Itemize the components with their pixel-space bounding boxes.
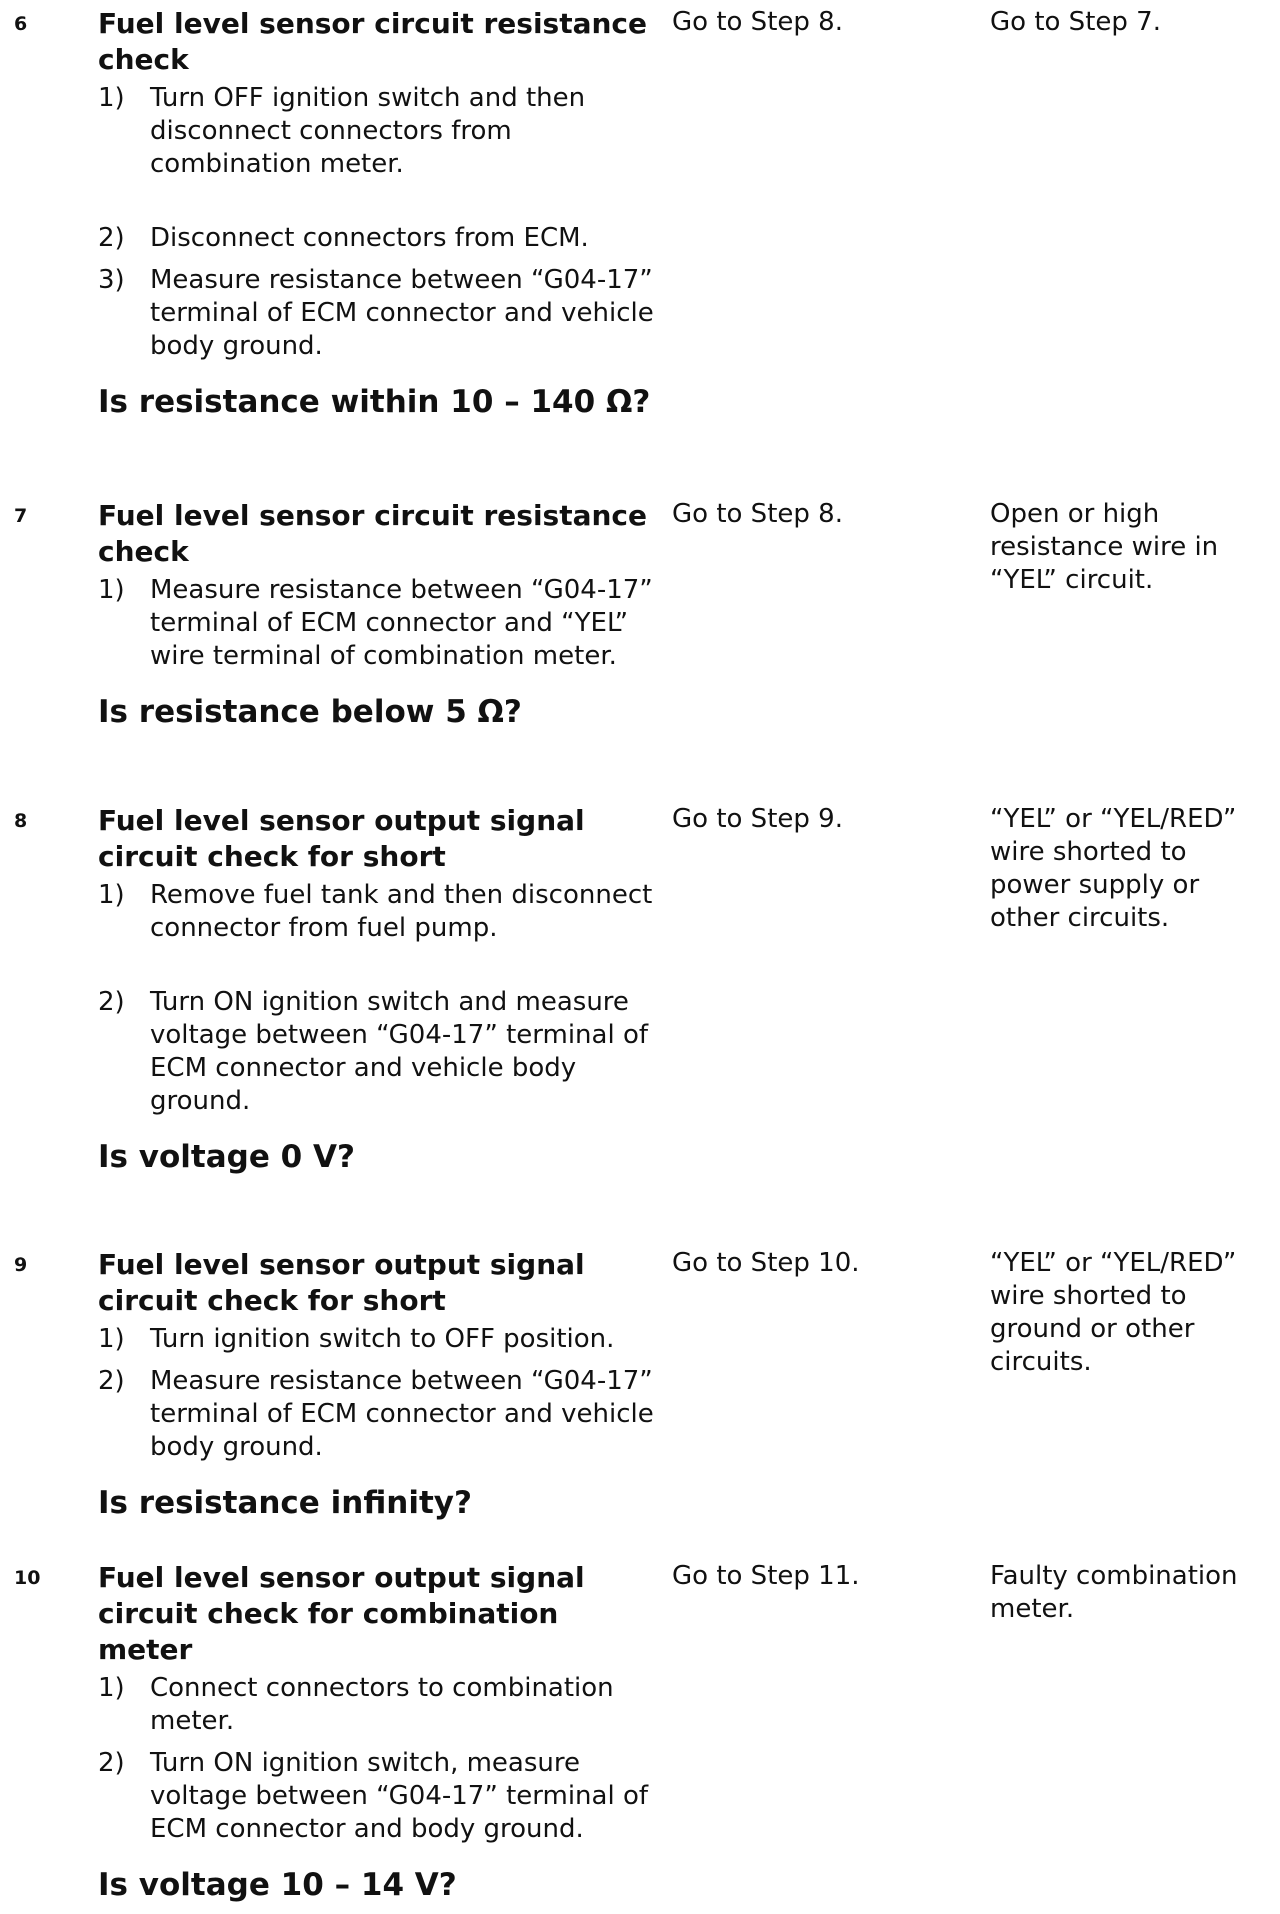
substep-number: 1) [98,880,125,910]
step-number: 7 [14,505,28,527]
substep [98,82,658,181]
substep-text: Turn ON ignition switch, measure voltage between “G04-17” terminal of ECM connector and body ground. [150,1748,649,1844]
substep [98,879,658,945]
substep [98,264,658,363]
substep-text: Measure resistance between “G04-17” terminal of ECM connector and vehicle body ground. [150,265,654,361]
substep-text: Remove fuel tank and then disconnect connector from fuel pump. [150,880,653,943]
step-no-result: Faulty combination meter. [990,1561,1238,1624]
substep-text: Turn OFF ignition switch and then disconnect connectors from combination meter. [150,83,586,179]
step-title: Fuel level sensor output signal circuit check for short [98,804,585,873]
step-yes-result: Go to Step 9. [672,804,843,834]
step-action [98,1247,658,1522]
step-action [98,498,658,731]
step-question: Is resistance below 5 Ω? [98,694,522,730]
step-number: 9 [14,1254,28,1276]
substep-number: 2) [98,223,125,253]
step-yes-result: Go to Step 11. [672,1561,860,1591]
substep-number: 2) [98,1366,125,1396]
substep [98,1747,658,1846]
substep-text: Measure resistance between “G04-17” terminal of ECM connector and “YEL” wire terminal of combination meter. [150,575,653,671]
step-yes-result: Go to Step 8. [672,499,843,529]
step-action [98,1560,658,1904]
step-number: 8 [14,810,28,832]
step-question: Is voltage 10 – 14 V? [98,1867,457,1903]
step-no-result: “YEL” or “YEL/RED” wire shorted to ground or other circuits. [990,1248,1237,1377]
substep-number: 3) [98,265,125,295]
step-yes-result: Go to Step 10. [672,1248,860,1278]
step-action [98,803,658,1176]
step-title: Fuel level sensor circuit resistance check [98,7,648,76]
substep-number: 1) [98,83,125,113]
substep [98,1672,658,1738]
substep [98,1365,658,1464]
step-action [98,6,658,421]
substep-text: Turn ignition switch to OFF position. [150,1324,615,1354]
step-question: Is resistance infinity? [98,1485,472,1521]
step-title: Fuel level sensor output signal circuit check for combination meter [98,1561,585,1666]
substep-number: 2) [98,987,125,1017]
step-question: Is voltage 0 V? [98,1139,355,1175]
substep-text: Connect connectors to combination meter. [150,1673,614,1736]
step-title: Fuel level sensor output signal circuit check for short [98,1248,585,1317]
step-yes-result: Go to Step 8. [672,7,843,37]
substep-number: 1) [98,575,125,605]
step-number: 10 [14,1567,41,1589]
substep [98,222,658,255]
substep-number: 1) [98,1673,125,1703]
substep-text: Measure resistance between “G04-17” terminal of ECM connector and vehicle body ground. [150,1366,654,1462]
step-title: Fuel level sensor circuit resistance check [98,499,648,568]
step-no-result: “YEL” or “YEL/RED” wire shorted to power supply or other circuits. [990,804,1237,933]
step-number: 6 [14,13,28,35]
step-no-result: Go to Step 7. [990,7,1161,37]
substep-text: Turn ON ignition switch and measure voltage between “G04-17” terminal of ECM connector and vehicle body ground. [150,987,649,1116]
substep-number: 2) [98,1748,125,1778]
substep [98,986,658,1118]
substep [98,574,658,673]
step-no-result: Open or high resistance wire in “YEL” circuit. [990,499,1219,595]
substep [98,1323,658,1356]
substep-text: Disconnect connectors from ECM. [150,223,589,253]
step-question: Is resistance within 10 – 140 Ω? [98,384,651,420]
substep-number: 1) [98,1324,125,1354]
